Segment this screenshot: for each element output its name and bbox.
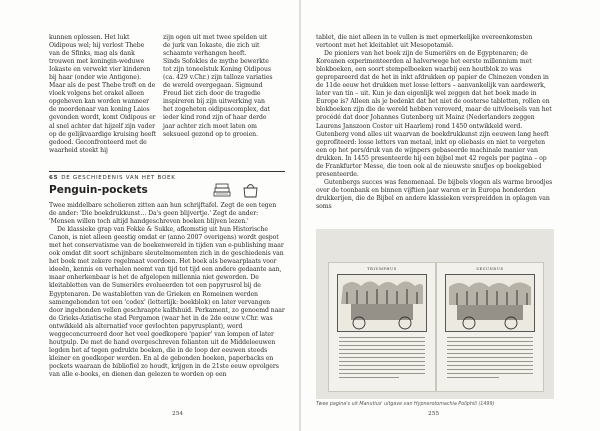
paragraph: kunnen oplossen. Het lukt Oidipous wel; hij verlost Thebe van de Sfinks, mag als dank trouwen met koningin-weduwe Iokaste en verwekt vier kinderen bij haar (onder wie Antigone). Maar als de pest Thebe treft en de vloek volgens het orakel alleen opgeheven kan worden wanneer de moordenaar van koning Laios gevonden wordt, komt Oidipous er al snel achter dat hijzelf zijn vader op de gelijkvaardige kruising heeft gedood. Geconfronteerd met de waarheid steekt hij xyxy=(49,34,157,154)
paragraph: Gutenbergs succes was fenomenaal. De bijbels vlogen als warme broodjes over de toonbank en binnen vijftien jaar waren er in Europa honderden drukkerijen, die de Bijbel en andere klassieken verspreidden in oplagen van soms xyxy=(316,178,553,210)
intro-column-right xyxy=(163,34,273,139)
photo-page-left xyxy=(328,262,436,392)
section-rule xyxy=(49,171,285,172)
main-text-column xyxy=(49,202,285,379)
page-number-left: 254 xyxy=(172,411,184,417)
book-photo xyxy=(316,229,554,399)
printed-text-lines xyxy=(447,337,533,381)
woodcut-illustration xyxy=(337,274,427,332)
paragraph: Sinds Sofokles de mythe bewerkte tot zijn toneelstuk Koning Oidipous (ca. 429 v.Chr.) zijn talloze variaties de wereld overgegaan. Sigmund Freud liet zich door de tragedie inspireren bij zijn uitwerking van het zogeheten oidipuscomplex, dat ieder kind rond zijn of haar derde jaar achter zich moet laten om seksueel gezond op te groeien. xyxy=(163,58,273,138)
paragraph: Twee middelbare scholieren zitten aan hun schrijftafel. Zegt de een tegen de ander: 'Die boekdrukkunst… Da's geen blijvertje.' Zegt de ander: 'Mensen willen toch altijd handgeschreven boeken blijven lezen.' xyxy=(49,202,277,226)
photo-page-right xyxy=(436,262,544,392)
printed-text-lines xyxy=(339,337,425,381)
figure-caption: Twee pagina's uit Manutius' uitgave van Hypnerotomachia Poliphili (1499) xyxy=(316,402,495,407)
woodcut-illustration xyxy=(445,274,535,332)
chapter-heading xyxy=(49,175,176,181)
paragraph: zijn ogen uit met twee spelden uit de jurk van Iokaste, die zich uit schaamte verhangen heeft. xyxy=(163,34,268,58)
paragraph: tablet, die niet alleen in te vullen is met opmerkelijke overeenkomsten vertoont met het kleitablet uit Mesopotamië. xyxy=(316,34,533,50)
right-text-column xyxy=(316,34,554,211)
page-header: TRIUMPHUS xyxy=(367,267,397,271)
page-number-right: 255 xyxy=(428,411,440,417)
shopping-bag-icon xyxy=(241,182,260,198)
intro-column-left xyxy=(49,34,157,155)
paragraph: De klassieke grap van Fokke & Sukke, afkomstig uit hun Historische Canon, is niet alleen geestig omdat er (anno 2007 overigens) wordt gespot met het conservatisme van de boekenwereld in tijden van e-publishing maar ook omdat dit soort schijnbare sleutelmomenten zich in de geschiedenis van het boek met zekere regelmaat voordoen. Het boek als bewaarplaats voor ideeën, kennis en verhalen neemt van tijd tot tijd een andere gedaante aan, maar onherkenbaar is het de afgelopen millennia niet geworden. De kleitabletten van de Sumeriërs evolueerden tot een papyrusrol bij de Egyptenaren. De wastabletten van de Grieken en Romeinen werden samengebonden tot een 'codex' (letterlijk: boekblok) en later vervangen door ingebonden vellen geschraapte kalfshuid. Perkament, zo genoemd naar de Grieks-Aziatische stad Pergamon (waar het in de 2de eeuw v.Chr. was ontwikkeld als alternatief voor gevlochten papyrusplant), werd weggeconcurreerd door het veel goedkopere 'papier' van lompen of later houtpulp. De met de hand overgeschreven folianten uit de Middeleeuwen legden het af tegen gedrukte boeken, die in de loop der eeuwen steeds kleiner en goedkoper werden. En al de gebonden boeken, paperbacks en pockets waaraan de bibliofiel zo houdt, krijgen in de 21ste eeuw opvolgers van alle e-books, en dienen dan gelezen te worden op een xyxy=(49,226,285,378)
page-header: SECUNDUS xyxy=(476,267,504,271)
section-title: Penguin-pockets xyxy=(49,184,148,196)
book-stack-icon xyxy=(212,182,232,198)
chapter-label: DE GESCHIEDENIS VAN HET BOEK xyxy=(61,175,176,181)
page-gutter xyxy=(299,0,301,431)
paragraph: De pioniers van het boek zijn de Sumeriërs en de Egyptenaren; de Koreanen experimenteerden al halverwege het eerste millennium met blokboeken, een soort stempelboeken waarbij een houtblok zo was geprepareerd dat de het in inkt afdrukken op papier de Chinezen vonden in de 11de eeuw het drukken met losse letters – aanvankelijk van aardewerk, later van tin – uit. Kun je dan eigenlijk wel zeggen dat het boek made in Europe is? Alleen als je bedenkt dat het niet de oosterse tabletten, rollen en blokboeken zijn die de wereld hebben veroverd, maar de uitvloeisels van het procédé dat door Johannes Gutenberg uit Mainz (Nederlanders zeggen Laurens Janszoon Coster uit Haarlem) rond 1450 ontwikkeld werd. Gutenberg vond alles uit waarvan de boekdrukkunst zijn eeuwen lang heeft geprofiteerd: losse letters van metaal, inkt op oliebasis en niet te vergeten een op het pers/druk van de wijnpers gebaseerde machinale manier van drukken. In 1455 presenteerde hij een bijbel met 42 regels per pagina – op de Frankfurter Messe, die toen ook al de nieuwste snufjes op boekgebied presenteerde. xyxy=(316,50,552,178)
chapter-number: 65 xyxy=(49,175,59,181)
